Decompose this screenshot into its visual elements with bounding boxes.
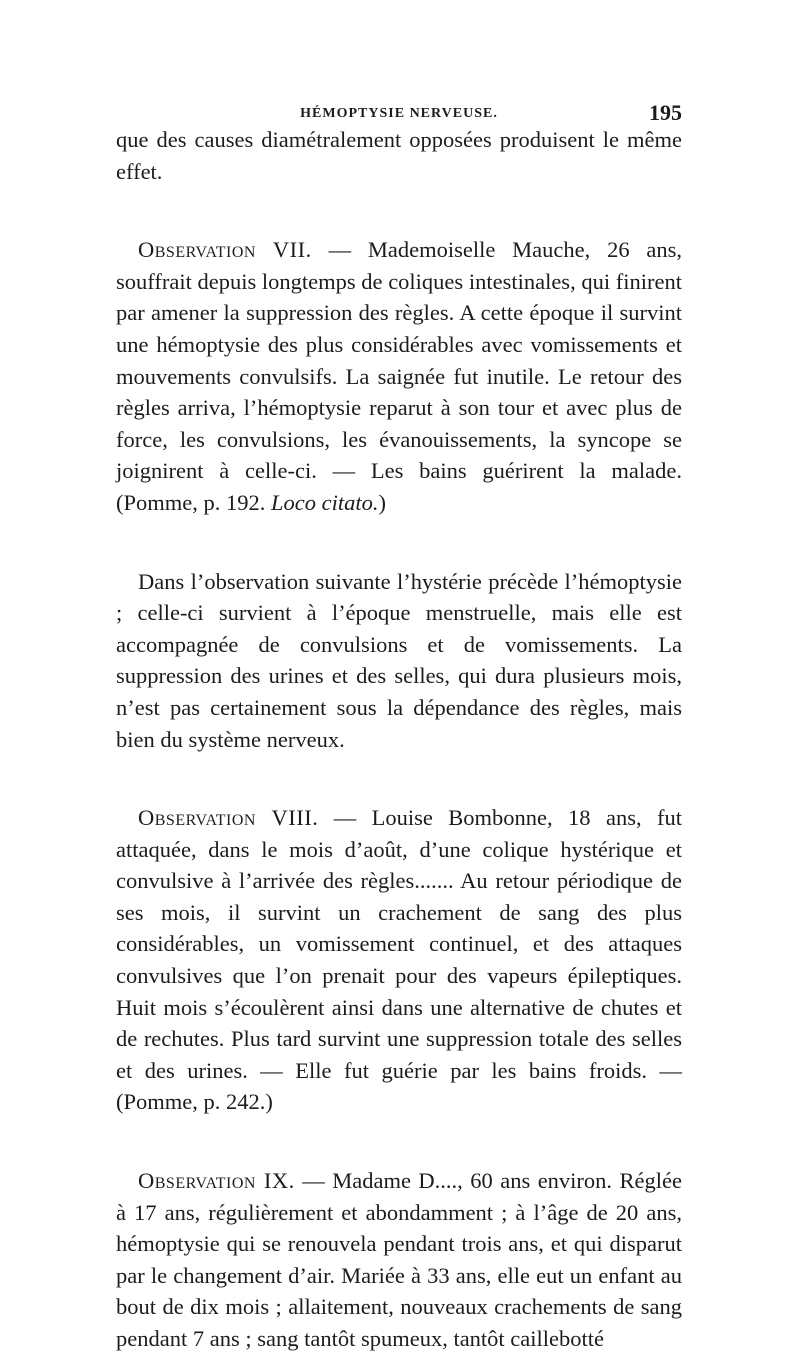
observation-9-text: — Madame D...., 60 ans environ. Réglée à 17 ans, régulièrement et abondamment ; à l’âge de 20 ans, hémoptysie qui se renouvela pendant trois ans, et qui disparut par le changement d’air. Mariée à 33 ans, elle eut un enfant au bout de dix mois ; allaitement, nouveaux crachements de sang pendant 7 ans ; sang tantôt spumeux, tantôt caillebotté [116,1168,682,1351]
continued-paragraph: que des causes diamétralement opposées produisent le même effet. [116,127,682,184]
observation-8-text: — Louise Bombonne, 18 ans, fut attaquée, dans le mois d’août, d’une colique hystérique et convulsive à l’arrivée des règles....... Au retour périodique de ses mois, il survint un crachement de sang des plus considérables, un vomissement continuel, et des attaques convulsives que l’on prenait pour des vapeurs épileptiques. Huit mois s’écoulèrent ainsi dans une alternative de chutes et de rechutes. Plus tard survint une suppression totale des selles et des urines. — Elle fut guérie par les bains froids. — (Pomme, p. 242.) [116,805,682,1115]
page-header [116,76,682,125]
observation-9 [116,1165,682,1355]
observation-7-close: ) [378,489,386,515]
observation-8-heading: Observation VIII. [138,805,319,831]
observation-9-heading: Observation IX. [138,1168,295,1194]
running-head: HÉMOPTYSIE NERVEUSE. [300,106,498,121]
page-number: 195 [649,100,682,125]
observation-7-heading: Observation VII. [138,237,312,263]
commentary-paragraph: Dans l’observation suivante l’hystérie précède l’hémoptysie ; celle-ci survient à l’époque menstruelle, mais elle est accompagnée de convulsions et de vomissements. La suppression des urines et des selles, qui dura plusieurs mois, n’est pas certainement sous la dépendance des règles, mais bien du système nerveux. [116,568,682,752]
observation-7-citation: Loco citato. [271,489,379,515]
observation-8 [116,802,682,1118]
observation-7 [116,234,682,518]
observation-7-text: — Mademoiselle Mauche, 26 ans, souffrait depuis longtemps de coliques intestinales, qui finirent par amener la suppression des règles. A cette époque il survint une hémoptysie des plus considérables avec vomissements et mouvements convulsifs. La saignée fut inutile. Le retour des règles arriva, l’hémoptysie reparut à son tour et avec plus de force, les convulsions, les évanouissements, la syncope se joignirent à celle-ci. — Les bains guérirent la malade. (Pomme, p. 192. [116,237,683,515]
page-body [116,124,682,1355]
